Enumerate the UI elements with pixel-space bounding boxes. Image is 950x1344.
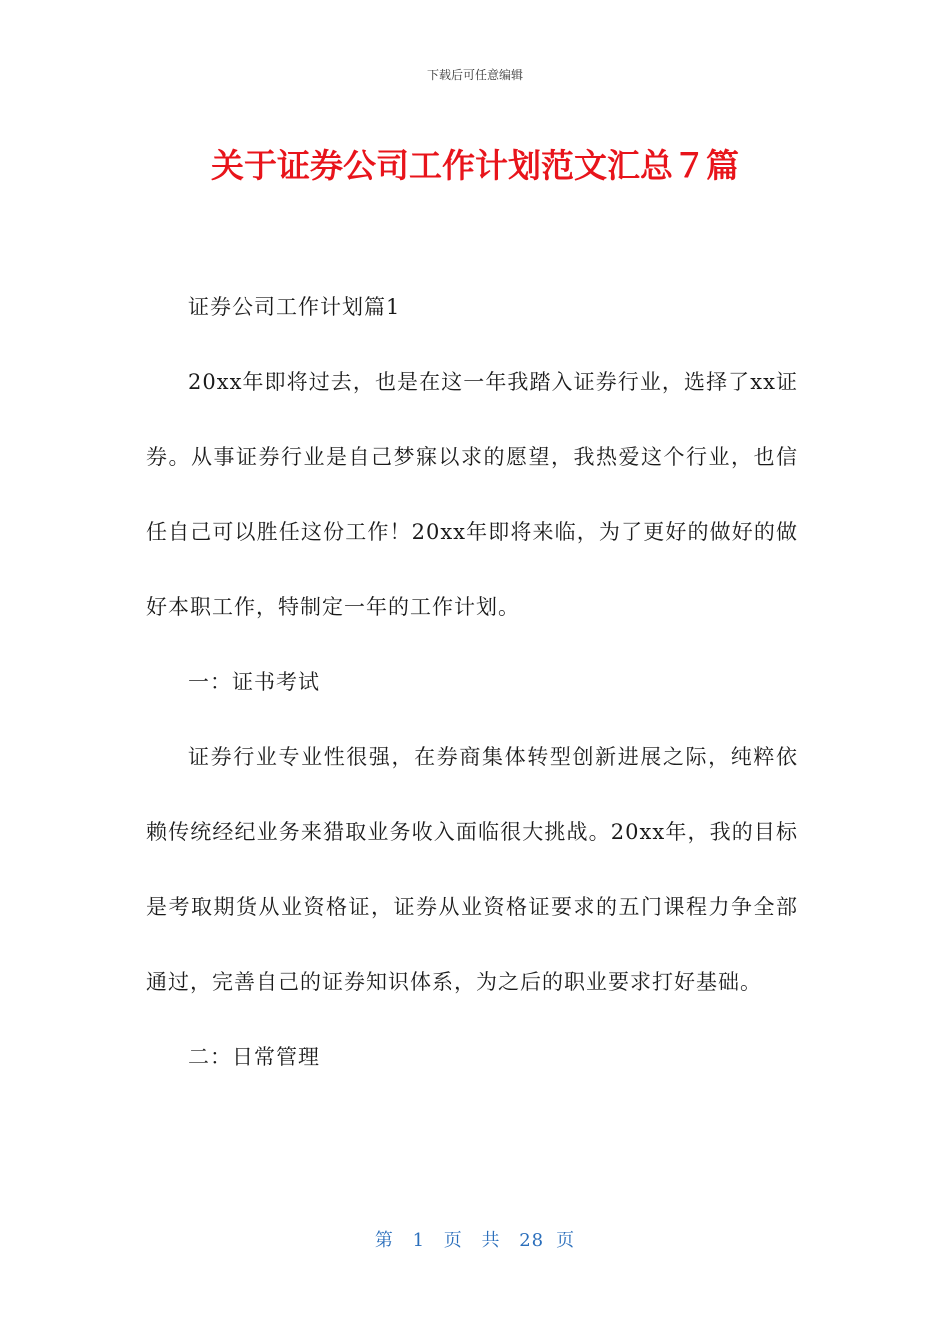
page-label-mid: 页 xyxy=(443,1230,463,1251)
paragraph-intro: 20xx年即将过去，也是在这一年我踏入证券行业，选择了xx证券。从事证券行业是自己梦寐以求的愿望，我热爱这个行业，也信任自己可以胜任这份工作！20xx年即将来临，为了更好的做好的做好本职工作，特制定一年的工作计划。 xyxy=(146,370,798,619)
paragraph-exam: 证券行业专业性很强，在券商集体转型创新进展之际，纯粹依赖传统经纪业务来猎取业务收入面临很大挑战。20xx年，我的目标是考取期货从业资格证，证券从业资格证要求的五门课程力争全部通过，完善自己的证券知识体系，为之后的职业要求打好基础。 xyxy=(146,745,798,994)
header-note: 下载后可任意编辑 xyxy=(426,68,523,82)
total-label: 共 xyxy=(481,1230,501,1251)
document-body xyxy=(146,270,798,1095)
section-heading-daily-management: 二：日常管理 xyxy=(188,1045,320,1069)
page-total: 28 xyxy=(519,1230,545,1251)
section-heading-exam: 一：证书考试 xyxy=(188,670,320,694)
page-label-before: 第 xyxy=(374,1230,394,1251)
page-footer xyxy=(0,1226,950,1252)
page-label-after: 页 xyxy=(556,1230,576,1251)
section-heading-plan-1: 证券公司工作计划篇1 xyxy=(188,295,401,319)
document-title: 关于证券公司工作计划范文汇总７篇 xyxy=(211,146,739,185)
page-current: 1 xyxy=(412,1230,426,1251)
